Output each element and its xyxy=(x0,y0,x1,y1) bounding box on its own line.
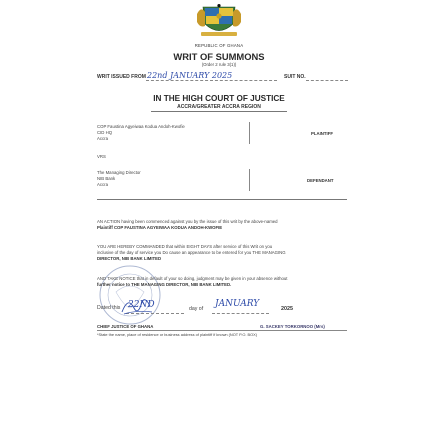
action-text-2: Plaintiff COP FAUSTINA AGYEIWAA KODUA ANDOH-KWOFIE xyxy=(97,225,223,230)
footer-note: *State the name, place of residence or business address of plaintiff if known (NOT P.O. BOX) xyxy=(97,332,258,337)
handwritten-signature xyxy=(120,294,154,318)
versus-label: VRS xyxy=(97,154,106,159)
defendant-line-2: NIB Bank xyxy=(97,176,116,181)
court-underline xyxy=(151,111,287,112)
dated-month-handwritten: JANUARY xyxy=(215,299,260,309)
defendant-brace xyxy=(249,169,250,191)
plaintiff-line-3: Accra xyxy=(97,136,108,141)
chief-justice-label: CHIEF JUSTICE OF GHANA xyxy=(97,324,154,329)
court-region: ACCRA/GREATER ACCRA REGION xyxy=(177,104,261,110)
writ-issued-rule xyxy=(146,80,277,81)
suit-no-label: SUIT NO. xyxy=(284,74,306,80)
defendant-line-1: The Managing Director xyxy=(97,170,141,175)
notice-text-2: further notice to THE MANAGING DIRECTOR, NIB BANK LIMITED. xyxy=(97,282,232,287)
plaintiff-line-1: COP Faustina Agyeiwaa Kodua Andoh-Kwofie xyxy=(97,124,185,129)
plaintiff-brace xyxy=(249,122,250,144)
footer-divider xyxy=(97,330,347,331)
dated-month-rule xyxy=(212,313,269,314)
order-reference: (Order 2 rule 3(1)) xyxy=(201,62,237,67)
day-of-label: day of xyxy=(189,306,204,312)
ghana-coat-of-arms-icon xyxy=(197,4,241,40)
action-text-1: AN ACTION having been commenced against you by the issue of this writ by the above-named xyxy=(97,219,278,224)
section-divider xyxy=(97,199,347,200)
defendant-line-3: Accra xyxy=(97,182,108,187)
writ-issued-label: WRIT ISSUED FROM xyxy=(97,74,146,80)
suit-no-rule xyxy=(306,80,348,81)
command-text-3: DIRECTOR, NIB BANK LIMITED xyxy=(97,256,162,261)
dated-year: 2025 xyxy=(281,306,293,312)
registrar-name: G. SACKEY TORKORNOO (Mrs) xyxy=(260,324,325,329)
notice-text-1: AND TAKE NOTICE that in default of your so doing, judgment may be given in your absence without xyxy=(97,276,288,281)
writ-title: WRIT OF SUMMONS xyxy=(173,51,265,62)
dated-day-handwritten: 22ND xyxy=(128,300,155,310)
defendant-role: DEFENDANT xyxy=(307,178,334,183)
country-name: REPUBLIC OF GHANA xyxy=(194,43,244,48)
writ-issued-date-handwritten: 22nd JANUARY 2025 xyxy=(147,71,233,80)
command-text-1: YOU ARE HEREBY COMMANDED that within EIGHT DAYS after service of this Writ on you xyxy=(97,244,273,249)
court-name: IN THE HIGH COURT OF JUSTICE xyxy=(153,94,285,103)
plaintiff-role: PLAINTIFF xyxy=(311,131,333,136)
dated-label: Dated this xyxy=(97,305,121,311)
command-text-2: inclusive of the day of service you Do cause an appearance to be entered for you THE MANAGING xyxy=(97,250,286,255)
plaintiff-line-2: CID HQ xyxy=(97,130,113,135)
